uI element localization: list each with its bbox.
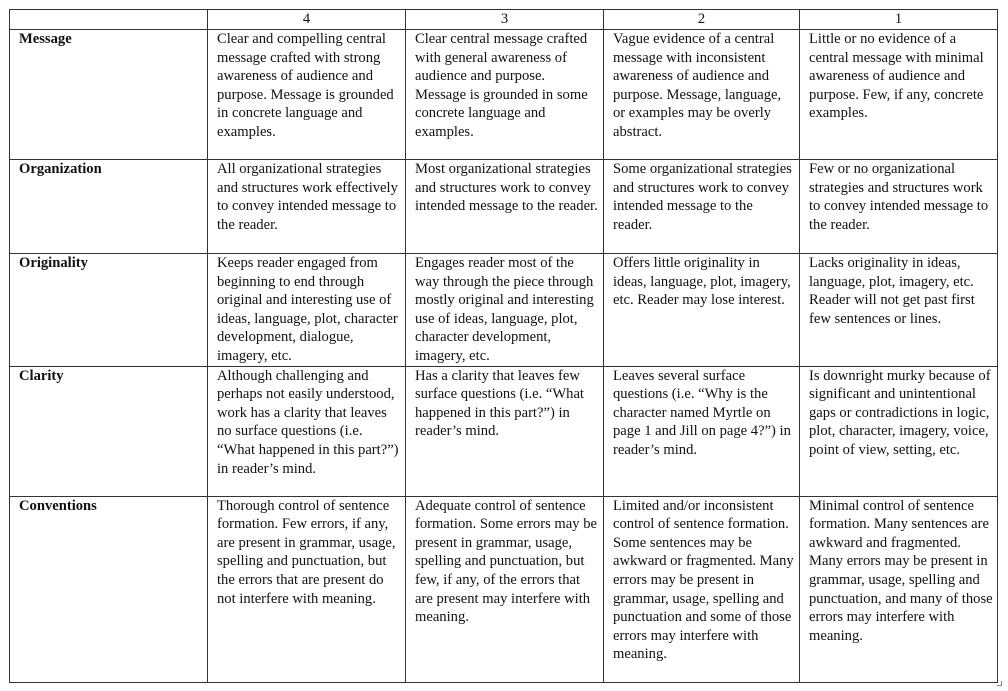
- rubric-cell: Lacks originality in ideas, language, plot, imagery, etc. Reader will not get past first few sentences or lines.: [800, 254, 998, 367]
- rubric-cell: Has a clarity that leaves few surface questions (i.e. “What happened in this part?”) in reader’s mind.: [406, 366, 604, 496]
- score-header-4: 4: [208, 10, 406, 30]
- rubric-table: [9, 9, 998, 683]
- rubric-cell: Thorough control of sentence formation. Few errors, if any, are present in grammar, usage, spelling and punctuation, but the errors that are present do not interfere with meaning.: [208, 496, 406, 682]
- rubric-cell: Leaves several surface questions (i.e. “Why is the character named Myrtle on page 1 and Jill on page 4?”) in reader’s mind.: [604, 366, 800, 496]
- rubric-cell: Is downright murky because of significant and unintentional gaps or contradictions in logic, plot, character, imagery, voice, point of view, setting, etc.: [800, 366, 998, 496]
- criterion-originality: Originality: [10, 254, 208, 367]
- rubric-cell: Limited and/or inconsistent control of sentence formation. Some sentences may be awkward or fragmented. Many errors may be present in grammar, usage, spelling and punctuation and some of those errors may interfere with meaning.: [604, 496, 800, 682]
- rubric-cell: Little or no evidence of a central message with minimal awareness of audience and purpose. Few, if any, concrete examples.: [800, 30, 998, 160]
- rubric-cell: Although challenging and perhaps not easily understood, work has a clarity that leaves no surface questions (i.e. “What happened in this part?”) in reader’s mind.: [208, 366, 406, 496]
- corner-cell: [10, 10, 208, 30]
- rubric-cell: Few or no organizational strategies and structures work to convey intended message to the reader.: [800, 160, 998, 254]
- rubric-cell: Vague evidence of a central message with inconsistent awareness of audience and purpose. Message, language, or examples may be overly abstract.: [604, 30, 800, 160]
- rubric-cell: All organizational strategies and structures work effectively to convey intended message to the reader.: [208, 160, 406, 254]
- rubric-cell: Minimal control of sentence formation. Many sentences are awkward and fragmented. Many errors may be present in grammar, usage, spelling and punctuation, and many of those errors may interfere with meaning.: [800, 496, 998, 682]
- score-header-2: 2: [604, 10, 800, 30]
- rubric-cell: Some organizational strategies and structures work to convey intended message to the reader.: [604, 160, 800, 254]
- table-row: [10, 254, 998, 367]
- table-row: [10, 30, 998, 160]
- criterion-clarity: Clarity: [10, 366, 208, 496]
- end-of-cell-mark: [997, 681, 1002, 686]
- score-header-3: 3: [406, 10, 604, 30]
- criterion-organization: Organization: [10, 160, 208, 254]
- criterion-message: Message: [10, 30, 208, 160]
- rubric-cell: Engages reader most of the way through the piece through mostly original and interesting use of ideas, language, plot, character development, imagery, etc.: [406, 254, 604, 367]
- rubric-cell: Keeps reader engaged from beginning to end through original and interesting use of ideas, language, plot, character development, dialogue, imagery, etc.: [208, 254, 406, 367]
- rubric-cell: Clear and compelling central message crafted with strong awareness of audience and purpose. Message is grounded in concrete language and examples.: [208, 30, 406, 160]
- rubric-cell: Most organizational strategies and structures work to convey intended message to the reader.: [406, 160, 604, 254]
- score-header-1: 1: [800, 10, 998, 30]
- table-row: [10, 160, 998, 254]
- criterion-conventions: Conventions: [10, 496, 208, 682]
- rubric-cell: Adequate control of sentence formation. Some errors may be present in grammar, usage, spelling and punctuation, but few, if any, of the errors that are present may interfere with meaning.: [406, 496, 604, 682]
- table-row: [10, 366, 998, 496]
- table-row: [10, 496, 998, 682]
- score-header-row: [10, 10, 998, 30]
- rubric-cell: Clear central message crafted with general awareness of audience and purpose. Message is grounded in some concrete language and examples.: [406, 30, 604, 160]
- rubric-cell: Offers little originality in ideas, language, plot, imagery, etc. Reader may lose interest.: [604, 254, 800, 367]
